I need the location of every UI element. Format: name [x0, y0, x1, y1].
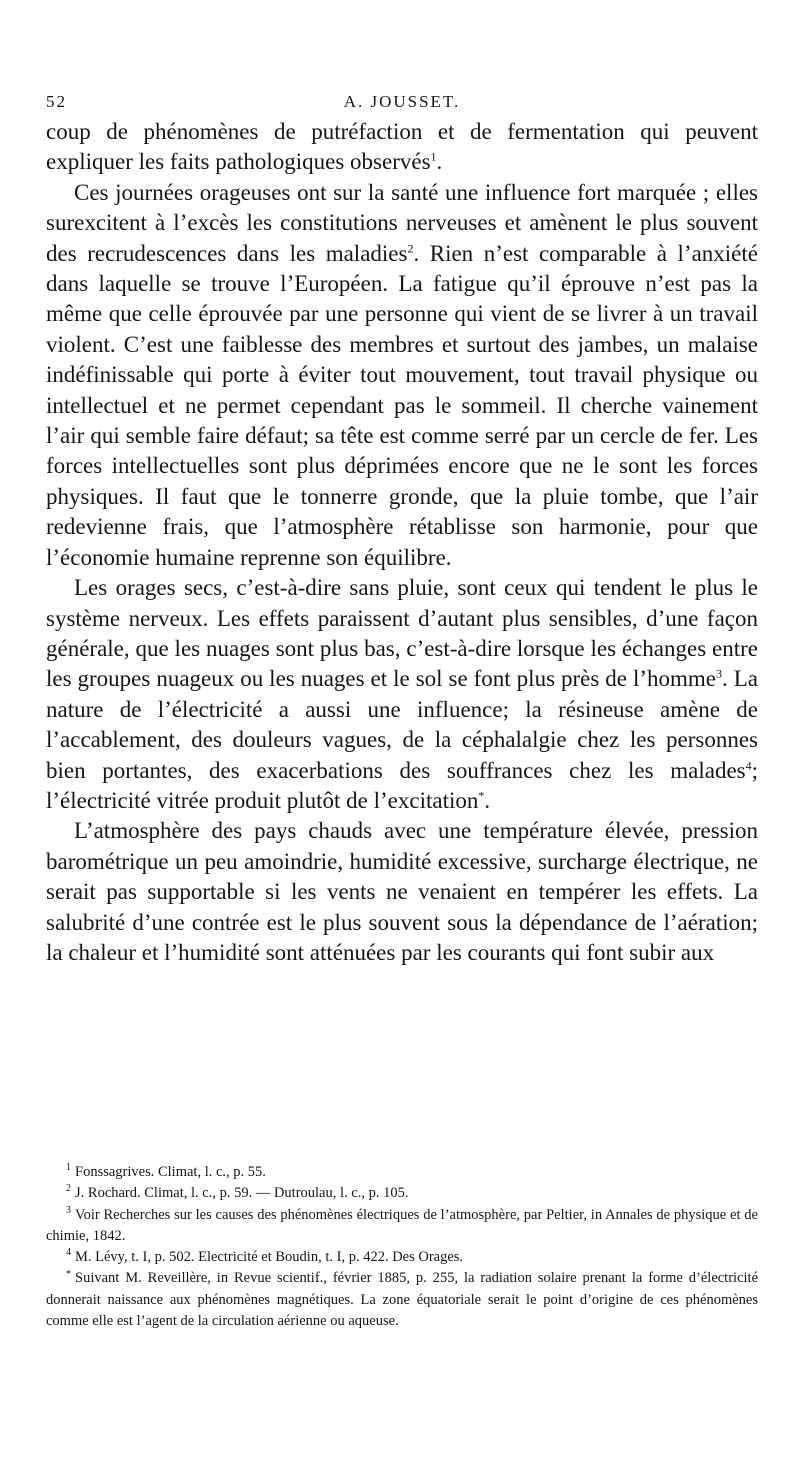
paragraph-text: L’atmosphère des pays chauds avec une température élevée, pression barométrique un peu amoindrie, humidité excessive, surcharge électrique, ne serait pas supportable si les vents ne venaient en tempérer les effets. La salubrité d’une contrée est le plus souvent sous la dépendance de l’aération; la chaleur et l’humidité sont atténuées par les courants qui font subir aux: [46, 818, 758, 965]
footnote-text: Voir Recherches sur les causes des phénomènes électriques de l’atmosphère, par Peltier, in Annales de physique et de chimie, 1842.: [46, 1206, 758, 1244]
footnote: [46, 1247, 758, 1268]
paragraph-text: . La nature de l’électricité a aussi une influence; la résineuse amène de l’accablement, des douleurs vagues, de la céphalalgie chez les personnes bien portantes, des exacerbations des souffrances chez les malades: [46, 666, 758, 783]
footnote-mark: 4: [66, 1247, 71, 1259]
paragraph-text: coup de phénomènes de putréfaction et de fermentation qui peuvent expliquer les faits pathologiques observés: [46, 119, 758, 175]
footnote-ref: 3: [716, 666, 723, 681]
footnote-ref: 2: [407, 240, 414, 255]
page-number: 52: [46, 92, 67, 111]
footnote-text: M. Lévy, t. I, p. 502. Electricité et Boudin, t. I, p. 422. Des Orages.: [75, 1249, 464, 1266]
paragraph-text: ; l’électricité vitrée produit plutôt de l’excitation: [46, 757, 758, 813]
footnote-ref: 1: [430, 149, 437, 164]
paragraph-text: Les orages secs, c’est-à-dire sans pluie, sont ceux qui tendent le plus le système nerveux. Les effets paraissent d’autant plus sensibles, d’une façon générale, que les nuages sont plus bas, c’est-à-dire lorsque les échanges entre les groupes nuageux ou les nuages et le sol se font plus près de l’homme: [46, 575, 758, 692]
footnotes: [46, 1162, 758, 1332]
footnote: [46, 1268, 758, 1332]
paragraph: [46, 573, 758, 816]
paragraph: [46, 816, 758, 968]
paragraph-text: .: [436, 149, 443, 175]
footnote-ref: *: [478, 788, 485, 803]
paragraph-text: Ces journées orageuses ont sur la santé une influence fort marquée ; elles surexcitent à l’excès les constitutions nerveuses et amènent le plus souvent des recrudescences dans les maladies: [46, 179, 758, 266]
running-header: [46, 92, 758, 114]
paragraph: [46, 117, 758, 178]
footnote-text: Fonssagrives. Climat, l. c., p. 55.: [75, 1164, 266, 1180]
paragraph-text: .: [484, 787, 491, 813]
paragraph-text: . Rien n’est comparable à l’anxiété dans laquelle se trouve l’Européen. La fatigue qu’il éprouve n’est pas la même que celle éprouvée par une personne qui vient de se livrer à un travail violent. C’est une faiblesse des membres et surtout des jambes, un malaise indéfinissable qui porte à éviter tout mouvement, tout travail physique ou intellectuel et ne permet cependant pas le sommeil. Il cherche vainement l’air qui semble faire défaut; sa tête est comme serré par un cercle de fer. Les forces intellectuelles sont plus déprimées encore que ne le sont les forces physiques. Il faut que le tonnerre gronde, que la pluie tombe, que l’air redevienne frais, que l’atmosphère rétablisse son harmonie, pour que l’économie humaine reprenne son équilibre.: [46, 240, 758, 570]
footnote-mark: 1: [66, 1162, 71, 1174]
footnote-ref: 4: [745, 757, 752, 772]
footnote: [46, 1162, 758, 1183]
footnote-mark: 3: [66, 1204, 71, 1216]
footnote: [46, 1205, 758, 1248]
footnote-mark: *: [66, 1268, 71, 1280]
footnote-text: J. Rochard. Climat, l. c., p. 59. — Dutroulau, l. c., p. 105.: [75, 1185, 409, 1202]
footnote-text: Suivant M. Reveillère, in Revue scientif., février 1885, p. 255, la radiation solaire prenant la forme d’électricité donnerait naissance aux phénomènes magnétiques. La zone équatoriale serait le point d’origine de ces phénomènes comme elle est l’agent de la circulation aérienne ou aqueuse.: [46, 1270, 758, 1330]
footnote-mark: 2: [66, 1183, 71, 1195]
running-title: A. JOUSSET.: [343, 92, 461, 111]
main-text: [46, 117, 758, 968]
paragraph: [46, 178, 758, 573]
footnote: [46, 1183, 758, 1204]
